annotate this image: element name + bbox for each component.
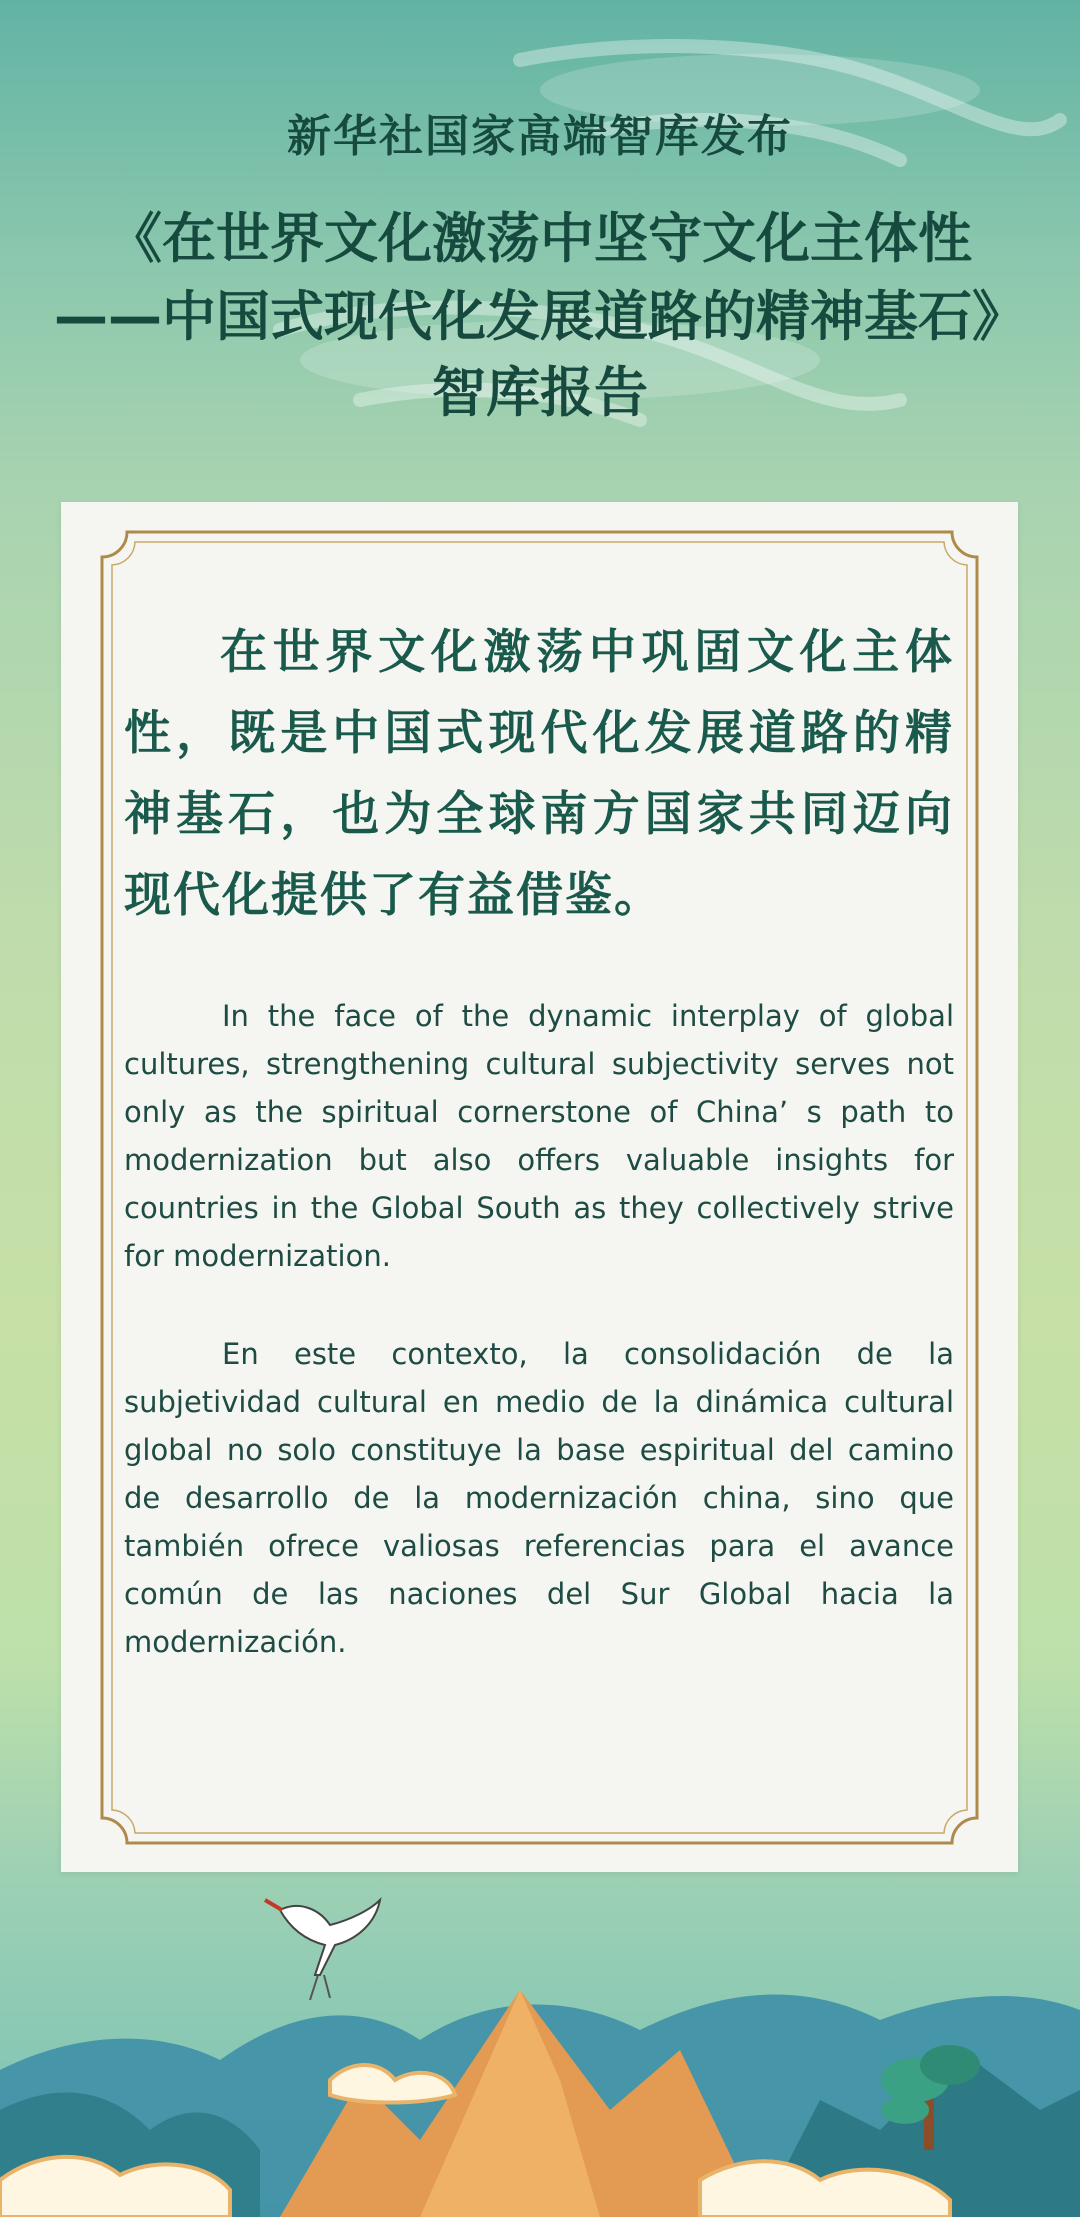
report-title-line-2: ——中国式现代化发展道路的精神基石》 — [54, 285, 1026, 348]
mountain-landscape-illustration — [0, 1880, 1080, 2217]
card-text-block — [124, 612, 954, 1666]
publisher-line: 新华社国家高端智库发布 — [287, 111, 793, 162]
content-card — [61, 502, 1018, 1872]
report-title-line-1: 《在世界文化激荡中坚守文化主体性 — [108, 207, 972, 270]
report-title-line-3: 智库报告 — [432, 361, 648, 424]
chinese-summary: 在世界文化激荡中巩固文化主体性，既是中国式现代化发展道路的精神基石，也为全球南方国家共同迈向现代化提供了有益借鉴。 — [124, 625, 954, 923]
spanish-summary: En este contexto, la consolidación de la subjetividad cultural en medio de la dinámica cultural global no solo constituye la base espiritual del camino de desarrollo de la modernización china, sino que también ofrece valiosas referencias para el avance común de las naciones del Sur Global hacia la modernización. — [124, 1337, 954, 1659]
crane-illustration — [265, 1900, 380, 2000]
english-summary: In the face of the dynamic interplay of global cultures, strengthening cultural subjectivity serves not only as the spiritual cornerstone of China’ s path to modernization but also offers valuable insights for countries in the Global South as they collectively strive for modernization. — [124, 999, 954, 1273]
